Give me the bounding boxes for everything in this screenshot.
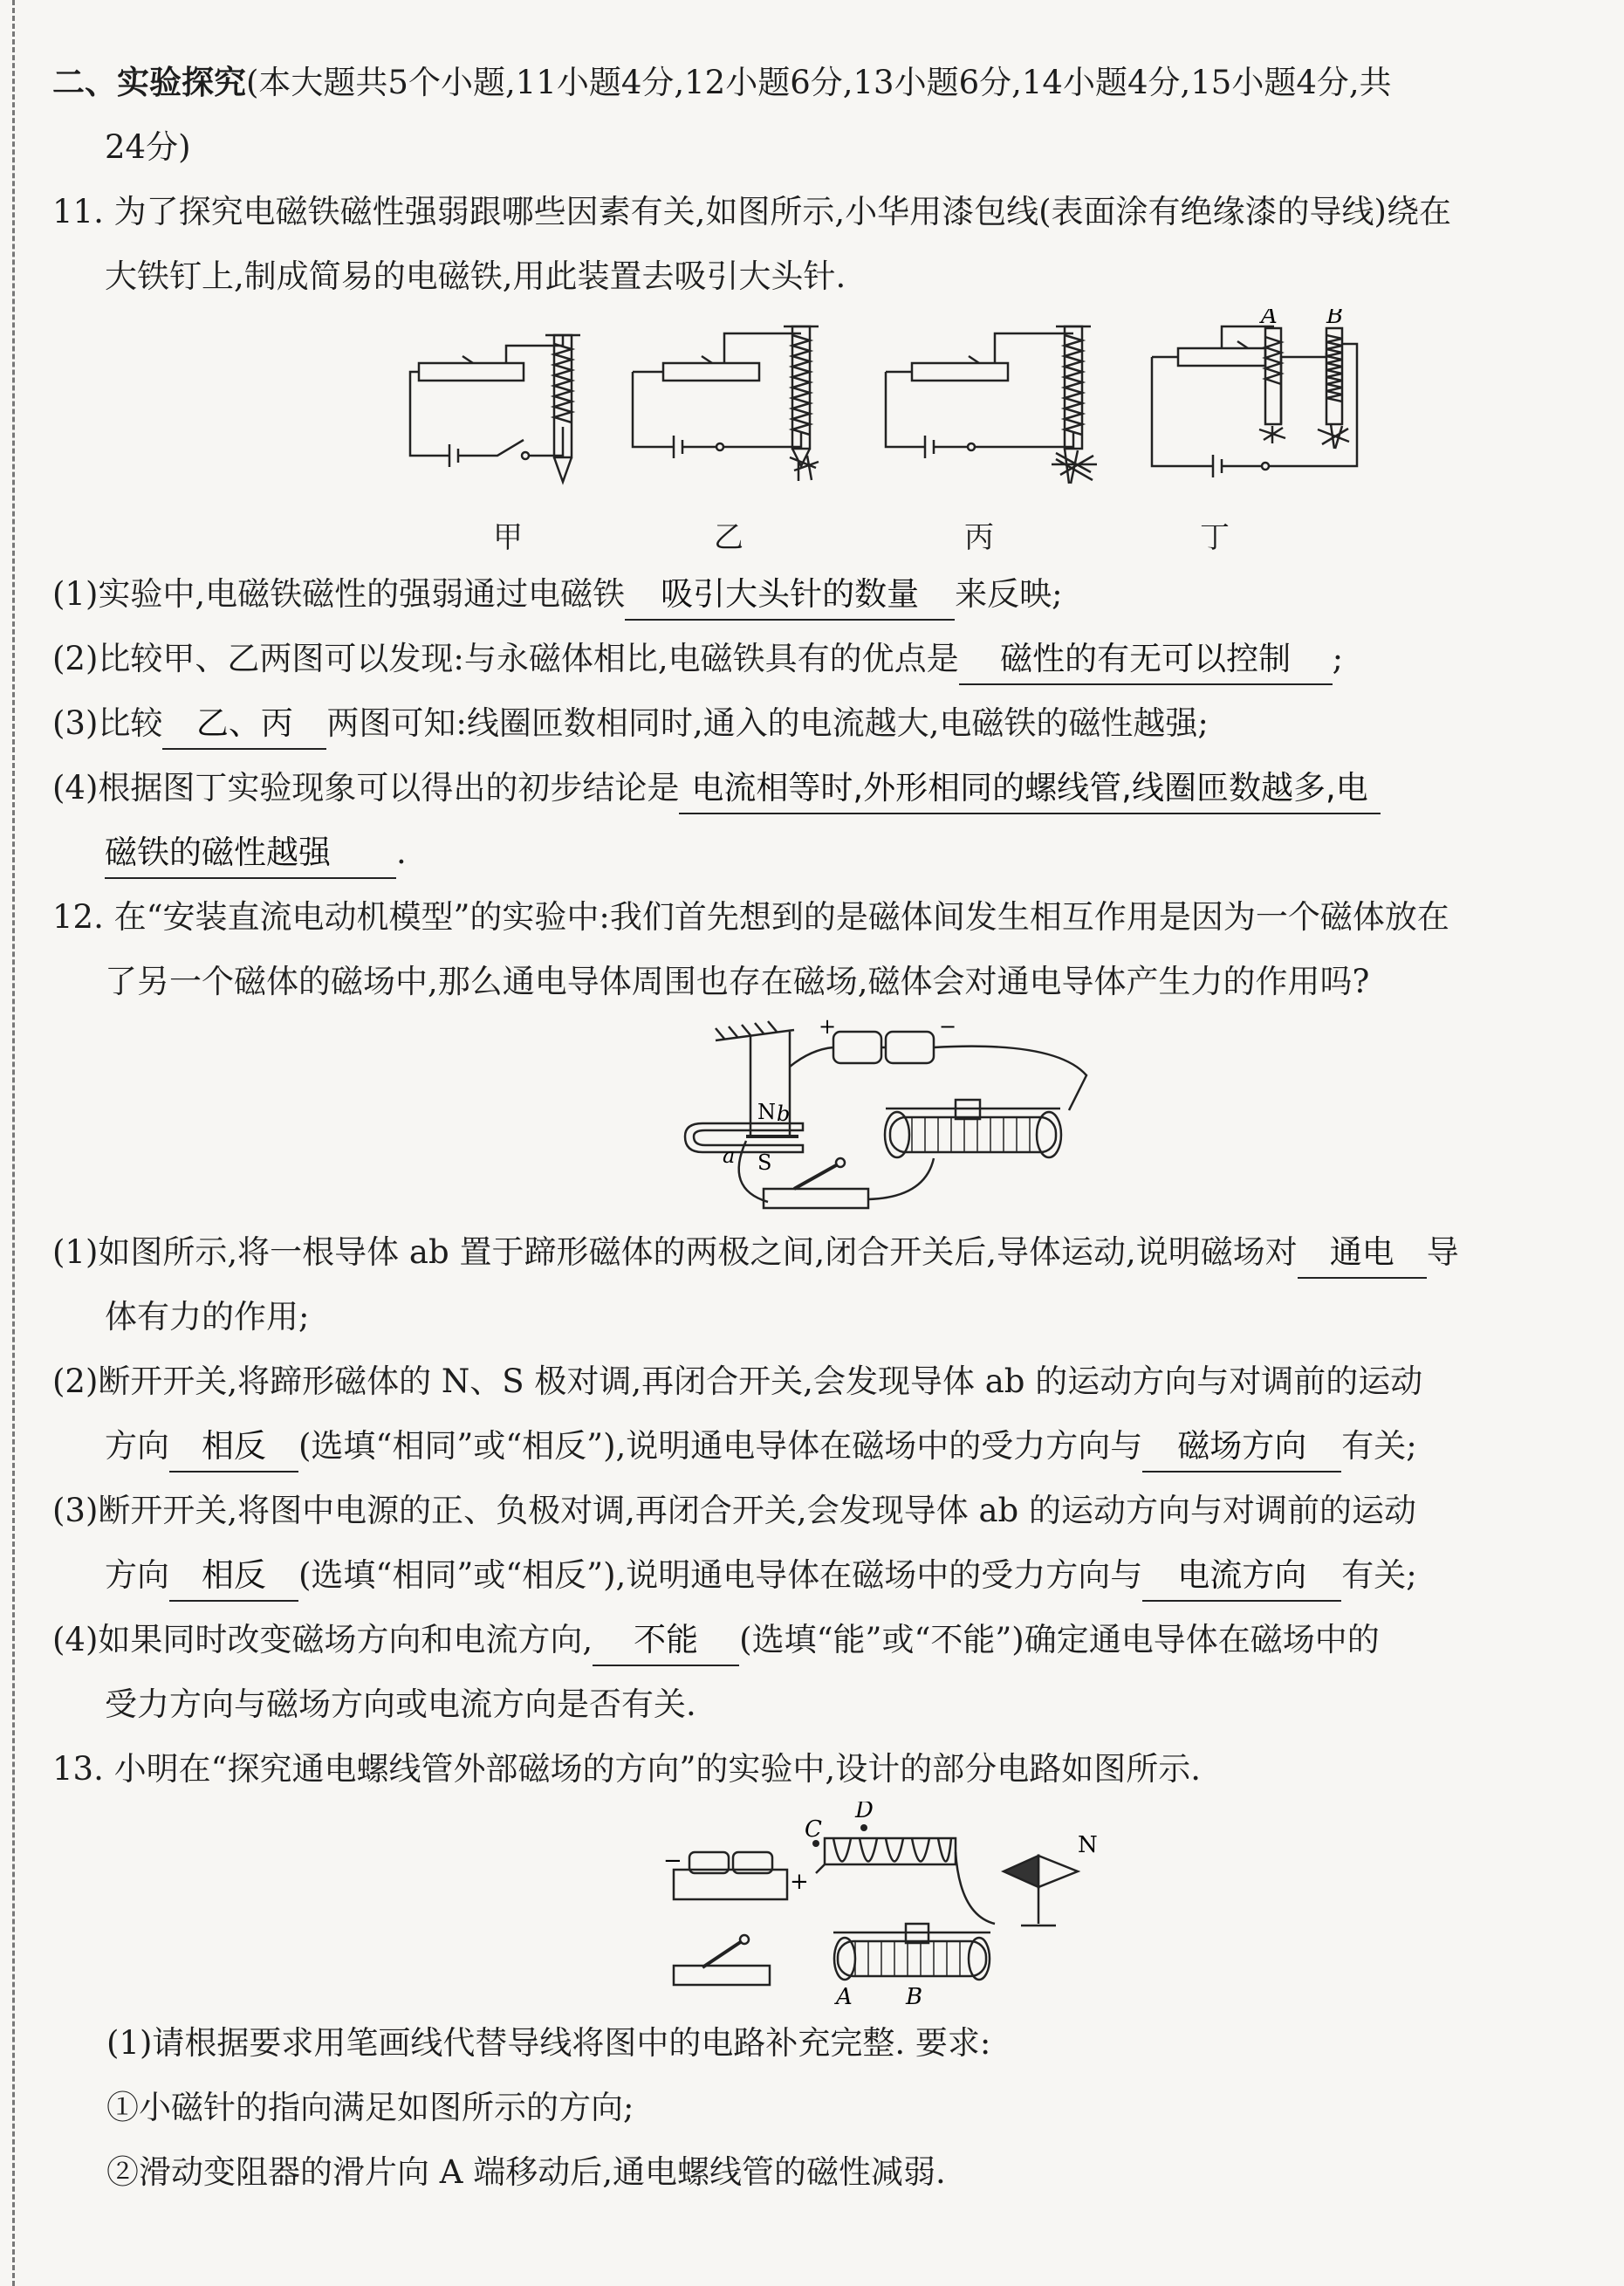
q11-electromagnet-diagrams xyxy=(52,309,1606,510)
q12-part4-cont: 受力方向与磁场方向或电流方向是否有关. xyxy=(105,1685,696,1723)
q11-p1-post: 来反映; xyxy=(955,575,1063,613)
q12-label-N: N xyxy=(757,1100,776,1124)
q12-p1-answer: 通电 xyxy=(1298,1228,1427,1279)
q13-label-B: B xyxy=(906,1984,923,2010)
q11-p3-answer: 乙、丙 xyxy=(162,699,326,750)
q12-p2-pre: 方向 xyxy=(105,1427,169,1465)
q12-label-a: a xyxy=(723,1143,736,1168)
q12-part1 xyxy=(52,1220,1606,1285)
section-desc-cont: 24分) xyxy=(105,128,191,166)
q11-figure-captions xyxy=(52,513,1606,566)
q11-p3-post: 两图可知:线圈匝数相同时,通入的电流越大,电磁铁的磁性越强; xyxy=(326,704,1209,742)
caption-jia: 甲 xyxy=(493,520,523,555)
q11-figure xyxy=(52,309,1606,562)
q11-p4-answer-2: 磁铁的磁性越强 xyxy=(105,828,396,879)
q13-label-C: C xyxy=(805,1816,822,1843)
q11-stem-1: 11. 为了探究电磁铁磁性强弱跟哪些因素有关,如图所示,小华用漆包线(表面涂有绝缘漆的导线)绕在 xyxy=(52,193,1451,230)
q11-p1-text: (1)实验中,电磁铁磁性的强弱通过电磁铁 xyxy=(52,575,626,613)
q12-figure xyxy=(52,1014,1606,1220)
q12-part2-line2 xyxy=(52,1414,1606,1479)
q11-p4-post: . xyxy=(396,834,407,871)
q12-stem-1: 12. 在“安装直流电动机模型”的实验中:我们首先想到的是磁体间发生相互作用是因为一个磁体放在 xyxy=(52,898,1449,936)
q12-part1-cont: 体有力的作用; xyxy=(105,1298,310,1335)
q13-label-plus: + xyxy=(790,1869,809,1895)
q11-part4-cont xyxy=(52,820,1606,885)
binding-margin-line xyxy=(12,0,15,2286)
q13-requirement-1: ①小磁针的指向满足如图所示的方向; xyxy=(106,2089,634,2126)
q12-label-b: b xyxy=(777,1102,791,1126)
q12-part2-line1: (2)断开开关,将蹄形磁体的 N、S 极对调,再闭合开关,会发现导体 ab 的运动方向与对调前的运动 xyxy=(52,1363,1423,1400)
q11-stem-2: 大铁钉上,制成简易的电磁铁,用此装置去吸引大头针. xyxy=(105,257,846,295)
q13-solenoid-circuit xyxy=(52,1802,1606,2011)
q11-p4-answer-1: 电流相等时,外形相同的螺线管,线圈匝数越多,电 xyxy=(679,764,1380,814)
q12-label-S: S xyxy=(757,1150,772,1175)
q11-p4-text: (4)根据图丁实验现象可以得出的初步结论是 xyxy=(52,769,680,807)
q12-part3-line2 xyxy=(52,1543,1606,1608)
q12-p1-text: (1)如图所示,将一根导体 ab 置于蹄形磁体的两极之间,闭合开关后,导体运动,说明磁场对 xyxy=(52,1233,1298,1271)
q13-requirement-2: ②滑动变阻器的滑片向 A 端移动后,通电螺线管的磁性减弱. xyxy=(106,2153,946,2191)
q12-p1-post: 导 xyxy=(1426,1233,1459,1271)
fig-yi xyxy=(633,326,819,481)
q13-stem: 13. 小明在“探究通电螺线管外部磁场的方向”的实验中,设计的部分电路如图所示. xyxy=(52,1750,1201,1788)
q12-stem-2: 了另一个磁体的磁场中,那么通电导体周围也存在磁场,磁体会对通电导体产生力的作用吗? xyxy=(105,963,1370,1000)
q12-p2-mid: (选填“相同”或“相反”),说明通电导体在磁场中的受力方向与 xyxy=(298,1427,1143,1465)
q11-part4 xyxy=(52,756,1606,820)
q12-p3-mid: (选填“相同”或“相反”),说明通电导体在磁场中的受力方向与 xyxy=(298,1556,1143,1594)
q13-label-minus: − xyxy=(663,1848,682,1874)
q12-p4-answer: 不能 xyxy=(593,1616,739,1666)
q11-label-A: A xyxy=(1261,309,1278,329)
q12-label-plus: + xyxy=(819,1014,837,1039)
q11-p3-text: (3)比较 xyxy=(52,704,163,742)
section-title: 二、实验探究 xyxy=(52,64,246,101)
q12-part4 xyxy=(52,1608,1606,1672)
caption-bing: 丙 xyxy=(964,520,994,555)
q13-label-N: N xyxy=(1078,1832,1098,1858)
q13-figure xyxy=(52,1802,1606,2011)
q12-p3-pre: 方向 xyxy=(105,1556,169,1594)
q12-p4-post: (选填“能”或“不能”)确定通电导体在磁场中的 xyxy=(739,1621,1380,1658)
q12-p2-answer-1: 相反 xyxy=(169,1422,298,1473)
q12-motor-apparatus xyxy=(52,1014,1606,1220)
fig-bing xyxy=(886,326,1097,484)
q12-p3-answer-2: 电流方向 xyxy=(1142,1551,1341,1602)
fig-ding xyxy=(1152,326,1357,477)
section-desc: (本大题共5个小题,11小题4分,12小题6分,13小题6分,14小题4分,15小题4分,共 xyxy=(246,64,1392,101)
section-header xyxy=(52,51,1606,115)
caption-yi: 乙 xyxy=(714,520,743,555)
q13-point-D xyxy=(860,1824,867,1831)
q11-part1 xyxy=(52,562,1606,627)
worksheet-page xyxy=(52,51,1606,2205)
q11-p1-answer: 吸引大头针的数量 xyxy=(625,570,955,621)
q13-part1: (1)请根据要求用笔画线代替导线将图中的电路补充完整. 要求: xyxy=(106,2024,991,2062)
fig-jia xyxy=(410,335,580,482)
q11-part2 xyxy=(52,627,1606,691)
q12-part3-line1: (3)断开开关,将图中电源的正、负极对调,再闭合开关,会发现导体 ab 的运动方向与对调前的运动 xyxy=(52,1492,1416,1529)
q11-label-B: B xyxy=(1326,309,1344,329)
q12-p4-text: (4)如果同时改变磁场方向和电流方向, xyxy=(52,1621,593,1658)
q12-p3-post: 有关; xyxy=(1341,1556,1417,1594)
q11-p2-text: (2)比较甲、乙两图可以发现:与永磁体相比,电磁铁具有的优点是 xyxy=(52,640,959,677)
q12-p3-answer-1: 相反 xyxy=(169,1551,298,1602)
q11-p2-post: ; xyxy=(1332,640,1344,677)
q13-label-D: D xyxy=(855,1802,874,1823)
q12-label-minus: − xyxy=(939,1014,957,1039)
q12-p2-post: 有关; xyxy=(1341,1427,1417,1465)
caption-ding: 丁 xyxy=(1200,520,1230,555)
q13-label-A: A xyxy=(836,1984,853,2010)
q12-p2-answer-2: 磁场方向 xyxy=(1142,1422,1341,1473)
q11-p2-answer: 磁性的有无可以控制 xyxy=(959,635,1333,685)
q11-part3 xyxy=(52,691,1606,756)
